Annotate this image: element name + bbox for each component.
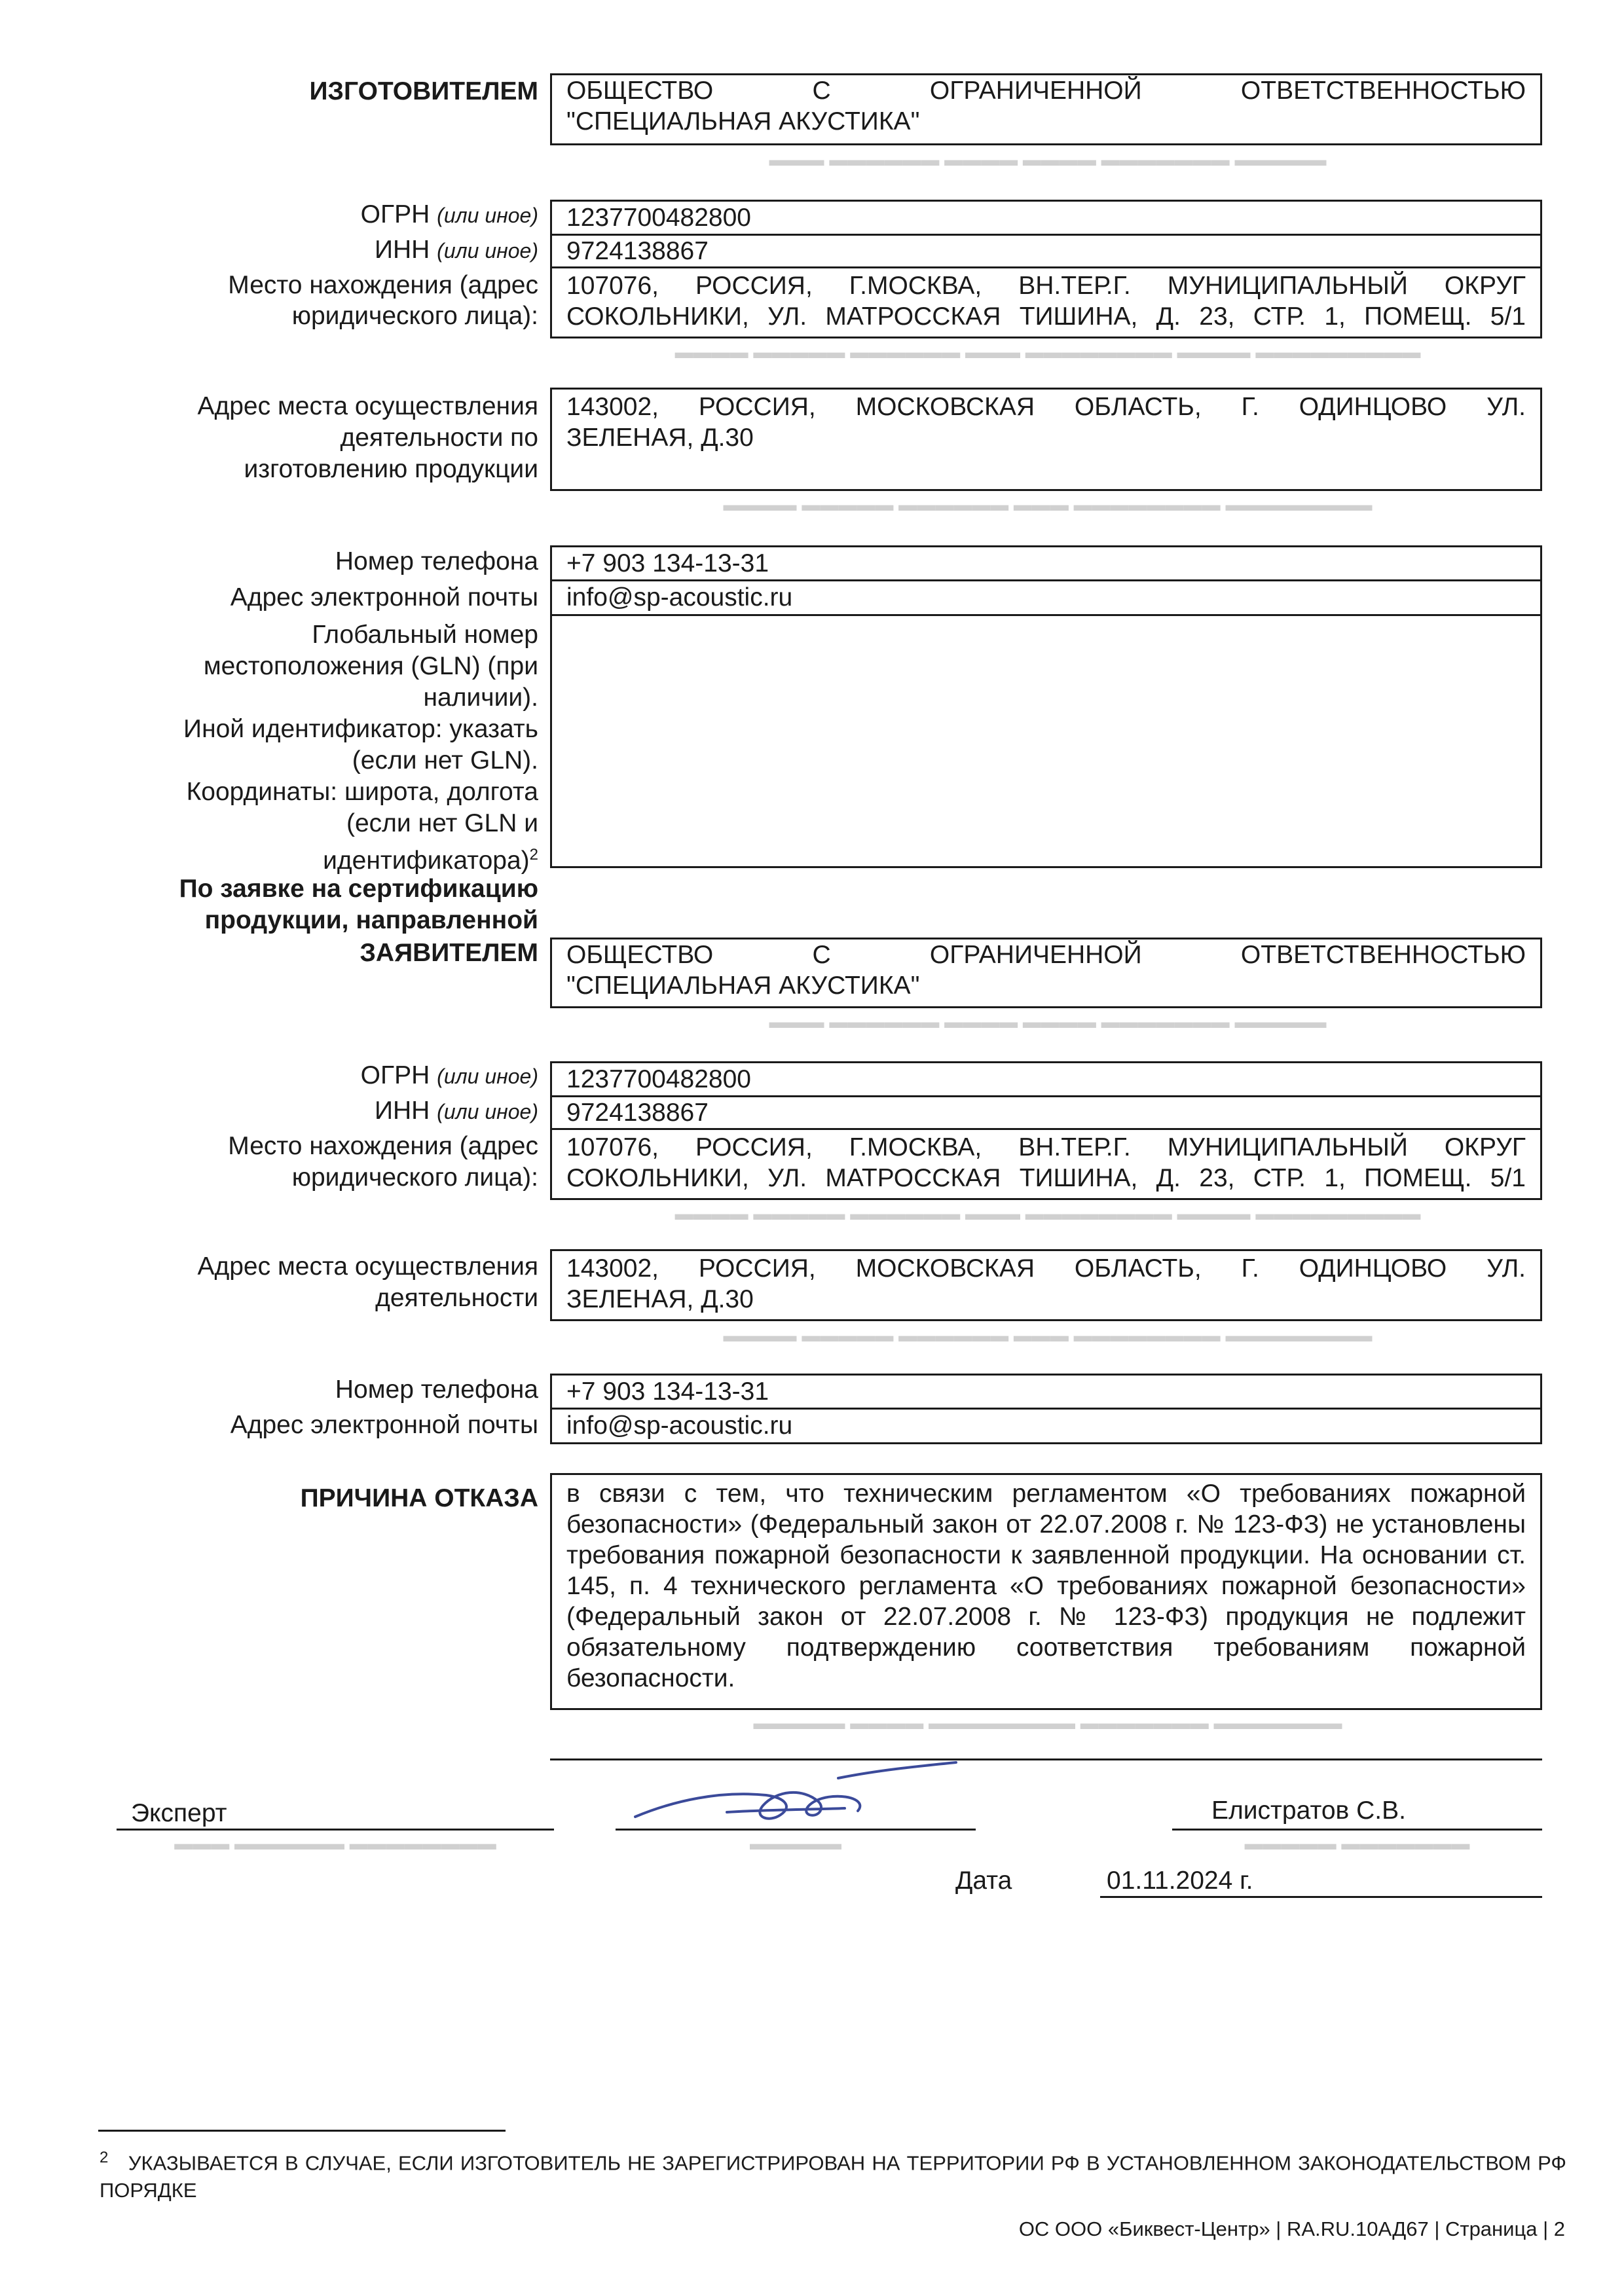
page-footer: ОС ООО «Биквест-Центр» | RA.RU.10АД67 | Страница | 2 xyxy=(1018,2217,1565,2240)
applicant-activity-line1: 143002, РОССИЯ, МОСКОВСКАЯ ОБЛАСТЬ, Г. ОДИНЦОВО УЛ. xyxy=(566,1254,1526,1283)
footnote xyxy=(100,2144,1566,2204)
manufacturer-ogrn-value: 1237700482800 xyxy=(550,200,1542,236)
date-label: Дата xyxy=(955,1867,1012,1895)
refusal-text-box: в связи с тем, что техническим регламентом «О требованиях пожарной безопасности» (Федеральный закон от 22.07.2008 г. № 123-ФЗ) не установлены требования пожарной безопасности к заявленной продукции. На основании ст. 145, п. 4 технического регламента «О требованиях пожарной безопасности» (Федеральный закон от 22.07.2008 г. № 123-ФЗ) продукция не подлежит обязательному подтверждению соответствия требованиям пожарной безопасности. xyxy=(550,1473,1542,1710)
signature-hint: ▬▬▬▬▬ xyxy=(750,1833,841,1853)
manufacturer-name-hint: ▬▬▬ ▬▬▬▬▬▬ ▬▬▬▬ ▬▬▬▬ ▬▬▬▬▬▬▬ ▬▬▬▬▬ xyxy=(769,149,1327,170)
applicant-inn-value: 9724138867 xyxy=(550,1095,1542,1130)
manufacturer-location-line2: СОКОЛЬНИКИ, УЛ. МАТРОССКАЯ ТИШИНА, Д. 23, СТР. 1, ПОМЕЩ. 5/1 xyxy=(566,302,1526,331)
expert-name: Елистратов С.В. xyxy=(1211,1796,1406,1825)
applicant-activity-line2: ЗЕЛЕНАЯ, Д.30 xyxy=(566,1285,754,1313)
refusal-heading: ПРИЧИНА ОТКАЗА xyxy=(300,1484,538,1512)
manufacturer-activity-label-2: деятельности по xyxy=(340,424,538,452)
footnote-ref: 2 xyxy=(529,846,538,864)
gln-label-7: (если нет GLN и xyxy=(346,809,538,837)
date-value: 01.11.2024 г. xyxy=(1107,1867,1253,1895)
applicant-inn-label: ИНН (или иное) xyxy=(374,1097,538,1125)
expert-role: Эксперт xyxy=(131,1799,227,1827)
gln-label-1: Глобальный номер xyxy=(312,621,538,649)
signature-graphic xyxy=(629,1755,969,1840)
footnote-separator xyxy=(98,2130,506,2132)
manufacturer-location-box xyxy=(550,266,1542,338)
manufacturer-name-box xyxy=(550,73,1542,145)
gln-label-4: Иной идентификатор: указать xyxy=(183,715,538,743)
footnote-text: УКАЗЫВАЕТСЯ В СЛУЧАЕ, ЕСЛИ ИЗГОТОВИТЕЛЬ НЕ ЗАРЕГИСТРИРОВАН НА ТЕРРИТОРИИ РФ В УСТАНОВЛЕННОМ ЗАКОНОДАТЕЛЬСТВОМ РФ ПОРЯДКЕ xyxy=(100,2151,1566,2202)
manufacturer-inn-label: ИНН (или иное) xyxy=(374,236,538,264)
manufacturer-email-label: Адрес электронной почты xyxy=(230,583,538,611)
role-underline xyxy=(117,1829,554,1831)
applicant-location-line1: 107076, РОССИЯ, Г.МОСКВА, ВН.ТЕР.Г. МУНИЦИПАЛЬНЫЙ ОКРУГ xyxy=(566,1133,1526,1161)
applicant-location-label-1: Место нахождения (адрес xyxy=(228,1132,538,1160)
manufacturer-location-line1: 107076, РОССИЯ, Г.МОСКВА, ВН.ТЕР.Г. МУНИЦИПАЛЬНЫЙ ОКРУГ xyxy=(566,272,1526,300)
applicant-phone-value: +7 903 134-13-31 xyxy=(550,1374,1542,1410)
manufacturer-location-hint: ▬▬▬▬ ▬▬▬▬▬ ▬▬▬▬▬▬ ▬▬▬ ▬▬▬▬▬▬▬▬ ▬▬▬▬ ▬▬▬▬▬▬▬▬▬ xyxy=(674,342,1421,362)
manufacturer-activity-label-1: Адрес места осуществления xyxy=(197,392,538,420)
refusal-hint: ▬▬▬▬▬ ▬▬▬▬ ▬▬▬▬▬▬▬▬ ▬▬▬▬▬▬▬ ▬▬▬▬▬▬▬ xyxy=(753,1713,1342,1733)
applicant-location-box xyxy=(550,1128,1542,1200)
date-underline xyxy=(1100,1896,1542,1898)
manufacturer-activity-label-3: изготовлению продукции xyxy=(244,455,538,483)
name-underline xyxy=(1172,1829,1542,1831)
signature-underline xyxy=(616,1829,976,1831)
applicant-intro-1: По заявке на сертификацию xyxy=(179,875,538,903)
manufacturer-name-line2: "СПЕЦИАЛЬНАЯ АКУСТИКА" xyxy=(566,107,920,136)
gln-label-8: идентификатора)$^2$ xyxy=(323,846,538,875)
manufacturer-location-label-2: юридического лица): xyxy=(291,302,538,330)
applicant-name-line1: ОБЩЕСТВО С ОГРАНИЧЕННОЙ ОТВЕТСТВЕННОСТЬЮ xyxy=(566,941,1526,969)
manufacturer-location-label-1: Место нахождения (адрес xyxy=(228,271,538,299)
manufacturer-phone-value: +7 903 134-13-31 xyxy=(550,545,1542,581)
applicant-ogrn-label: ОГРН (или иное) xyxy=(360,1061,538,1089)
applicant-ogrn-value: 1237700482800 xyxy=(550,1061,1542,1097)
role-hint: ▬▬▬ ▬▬▬▬▬▬ ▬▬▬▬▬▬▬▬ xyxy=(174,1833,496,1853)
manufacturer-phone-label: Номер телефона xyxy=(335,547,538,575)
gln-label-6: Координаты: широта, долгота xyxy=(186,778,538,806)
manufacturer-heading: ИЗГОТОВИТЕЛЕМ xyxy=(309,77,538,105)
applicant-name-line2: "СПЕЦИАЛЬНАЯ АКУСТИКА" xyxy=(566,972,920,1000)
applicant-email-value: info@sp-acoustic.ru xyxy=(550,1408,1542,1444)
manufacturer-activity-box xyxy=(550,388,1542,491)
gln-label-3: наличии). xyxy=(423,683,538,712)
gln-value-box xyxy=(550,614,1542,868)
applicant-location-hint: ▬▬▬▬ ▬▬▬▬▬ ▬▬▬▬▬▬ ▬▬▬ ▬▬▬▬▬▬▬▬ ▬▬▬▬ ▬▬▬▬▬▬▬▬▬ xyxy=(674,1203,1421,1224)
applicant-name-box xyxy=(550,938,1542,1008)
applicant-activity-hint: ▬▬▬▬ ▬▬▬▬▬ ▬▬▬▬▬▬ ▬▬▬ ▬▬▬▬▬▬▬▬ ▬▬▬▬▬▬▬▬ xyxy=(723,1325,1373,1345)
manufacturer-name-line1: ОБЩЕСТВО С ОГРАНИЧЕННОЙ ОТВЕТСТВЕННОСТЬЮ xyxy=(566,77,1526,105)
manufacturer-activity-line2: ЗЕЛЕНАЯ, Д.30 xyxy=(566,424,754,452)
applicant-location-label-2: юридического лица): xyxy=(291,1163,538,1192)
applicant-activity-label-1: Адрес места осуществления xyxy=(197,1252,538,1281)
manufacturer-activity-hint: ▬▬▬▬ ▬▬▬▬▬ ▬▬▬▬▬▬ ▬▬▬ ▬▬▬▬▬▬▬▬ ▬▬▬▬▬▬▬▬ xyxy=(723,494,1373,515)
manufacturer-activity-line1: 143002, РОССИЯ, МОСКОВСКАЯ ОБЛАСТЬ, Г. ОДИНЦОВО УЛ. xyxy=(566,393,1526,421)
applicant-location-line2: СОКОЛЬНИКИ, УЛ. МАТРОССКАЯ ТИШИНА, Д. 23, СТР. 1, ПОМЕЩ. 5/1 xyxy=(566,1164,1526,1192)
applicant-intro-2: продукции, направленной xyxy=(204,906,538,934)
manufacturer-ogrn-label: ОГРН (или иное) xyxy=(360,200,538,228)
applicant-phone-label: Номер телефона xyxy=(335,1376,538,1404)
applicant-heading: ЗАЯВИТЕЛЕМ xyxy=(360,939,538,967)
gln-label-5: (если нет GLN). xyxy=(352,746,538,774)
applicant-email-label: Адрес электронной почты xyxy=(230,1411,538,1439)
applicant-name-hint: ▬▬▬ ▬▬▬▬▬▬ ▬▬▬▬ ▬▬▬▬ ▬▬▬▬▬▬▬ ▬▬▬▬▬ xyxy=(769,1011,1327,1032)
manufacturer-email-value: info@sp-acoustic.ru xyxy=(550,579,1542,616)
gln-label-2: местоположения (GLN) (при xyxy=(203,652,538,680)
applicant-activity-label-2: деятельности xyxy=(375,1284,538,1312)
manufacturer-inn-value: 9724138867 xyxy=(550,234,1542,268)
name-hint: ▬▬▬▬▬ ▬▬▬▬▬▬▬ xyxy=(1244,1833,1470,1853)
applicant-activity-box xyxy=(550,1249,1542,1321)
footnote-mark: 2 xyxy=(100,2149,109,2166)
